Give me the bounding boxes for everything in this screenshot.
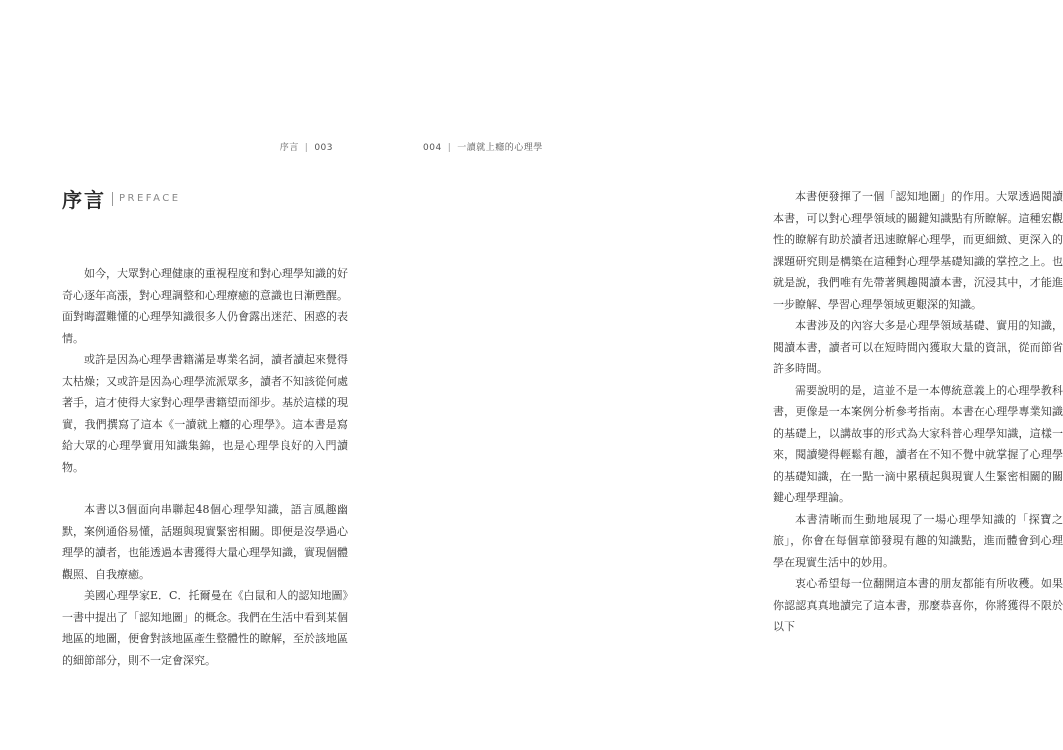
paragraph: 或許是因為心理學書籍滿是專業名詞，讀者讀起來覺得太枯燥；又或許是因為心理學流派眾多，讀者不知該從何處著手，這才使得大家對心理學書籍望而卻步。基於這樣的現實，我們撰寫了這本《一讀就上癮的心理學》。這本書是寫給大眾的心理學實用知識集錦，也是心理學良好的入門讀物。 [62,353,348,474]
paragraph: 美國心理學家E．C．托爾曼在《白鼠和人的認知地圖》一書中提出了「認知地圖」的概念。我們在生活中看到某個地區的地圖，便會對該地區產生整體性的瞭解，至於該地區的細節部分，則不一定會深究。 [62,589,348,667]
left-page [0,0,375,750]
left-body-text [62,263,348,671]
paragraph: 本書以3個面向串聯起48個心理學知識，語言風趣幽默，案例通俗易懂，話題與現實緊密相關。即便是沒學過心理學的讀者，也能透過本書獲得大量心理學知識，實現個體觀照、自我療癒。 [62,503,348,581]
left-page-number: 003 [314,143,333,153]
paragraph-gap [62,478,348,499]
right-body-text [773,186,1063,638]
left-page-header [280,140,333,153]
chapter-title [62,184,181,213]
right-page-header [423,140,543,153]
right-page-number: 004 [423,143,442,153]
paragraph: 如今，大眾對心理健康的重視程度和對心理學知識的好奇心逐年高漲，對心理調整和心理療癒的意識也日漸甦醒。面對晦澀難懂的心理學知識很多人仍會露出迷茫、困惑的表情。 [62,267,348,345]
right-page [375,0,1063,750]
title-divider [112,192,113,206]
paragraph: 衷心希望每一位翻開這本書的朋友都能有所收穫。如果你認認真真地讀完了這本書，那麼恭喜你，你將獲得不限於以下 [773,577,1063,633]
paragraph: 需要說明的是，這並不是一本傳統意義上的心理學教科書，更像是一本案例分析參考指南。本書在心理學專業知識的基礎上，以講故事的形式為大家科普心理學知識，這樣一來，閱讀變得輕鬆有趣，讀者在不知不覺中就掌握了心理學的基礎知識，在一點一滴中累積起與現實人生緊密相關的關鍵心理學理論。 [773,383,1063,504]
right-header-label: 一讀就上癮的心理學 [457,143,543,153]
paragraph: 本書便發揮了一個「認知地圖」的作用。大眾透過閱讀本書，可以對心理學領域的關鍵知識點有所瞭解。這種宏觀性的瞭解有助於讀者迅速瞭解心理學，而更細緻、更深入的課題研究則是構築在這種對心理學基礎知識的掌控之上。也就是說，我們唯有先帶著興趣閱讀本書，沉浸其中，才能進一步瞭解、學習心理學領域更艱深的知識。 [773,190,1063,311]
paragraph: 本書清晰而生動地展現了一場心理學知識的「探寶之旅」，你會在每個章節發現有趣的知識點，進而體會到心理學在現實生活中的妙用。 [773,512,1063,569]
left-header-label: 序言 [279,143,299,153]
title-chinese: 序言 [62,188,106,212]
title-english: PREFACE [119,193,181,204]
paragraph: 本書涉及的內容大多是心理學領域基礎、實用的知識，閱讀本書，讀者可以在短時間內獲取大量的資訊，從而節省許多時間。 [773,319,1063,375]
header-separator: | [447,143,452,153]
header-separator: | [304,143,309,153]
